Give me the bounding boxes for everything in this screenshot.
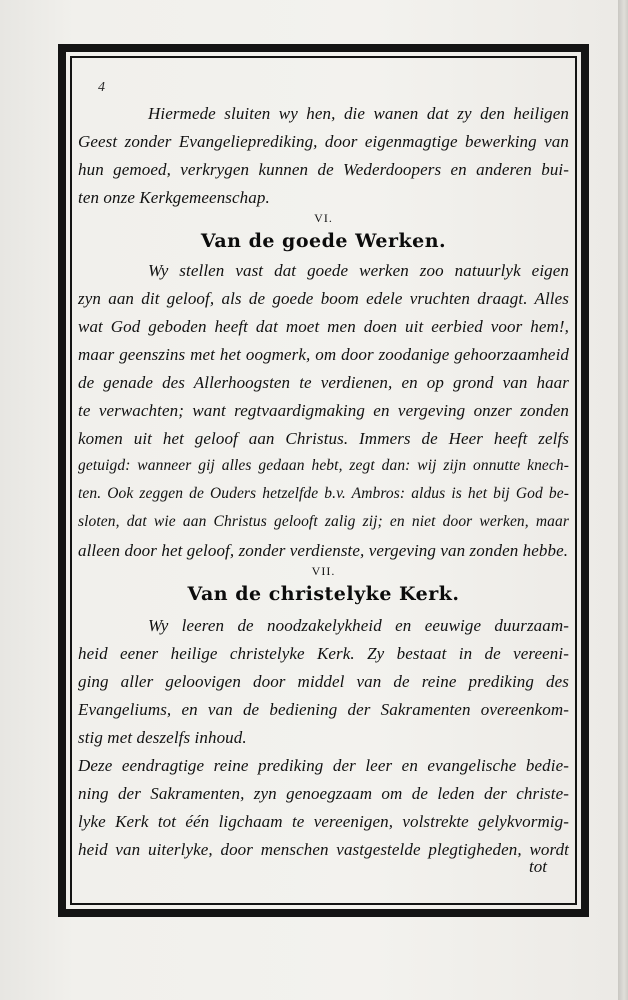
body-line: zyn aan dit geloof, als de goede boom edele vruchten draagt. Alles xyxy=(78,289,569,308)
body-line: heid van uiterlyke, door menschen vastgestelde plegtigheden, wordt xyxy=(78,840,569,859)
body-line: wat God geboden heeft dat moet men doen uit eerbied voor hem!, xyxy=(78,317,569,336)
intro-line: ten onze Kerkgemeenschap. xyxy=(78,188,270,207)
section-title: Van de goede Werken. xyxy=(200,230,447,252)
section-title: Van de christelyke Kerk. xyxy=(187,583,460,605)
body-line: ging aller geloovigen door middel van de reine prediking des xyxy=(78,672,569,691)
body-line: de genade des Allerhoogsten te verdienen, en op grond van haar xyxy=(78,373,569,392)
page-number: 4 xyxy=(98,80,105,95)
section-number: VII. xyxy=(311,564,336,578)
body-line: lyke Kerk tot één ligchaam te vereenigen, volstrekte gelykvormig- xyxy=(78,812,569,831)
body-line: Wy leeren de noodzakelykheid en eeuwige duurzaam- xyxy=(148,616,569,635)
body-line: stig met deszelfs inhoud. xyxy=(78,728,247,747)
body-line: sloten, dat wie aan Christus gelooft zalig zij; en niet door werken, maar xyxy=(78,513,569,530)
body-line: ning der Sakramenten, zyn genoegzaam om de leden der christe- xyxy=(78,784,569,803)
body-line: heid eener heilige christelyke Kerk. Zy bestaat in de vereeni- xyxy=(78,644,569,663)
body-line: komen uit het geloof aan Christus. Immers de Heer heeft zelfs xyxy=(78,429,569,448)
body-line: ten. Ook zeggen de Ouders hetzelfde b.v. Ambros: aldus is het bij God be- xyxy=(78,485,569,502)
body-line: Evangeliums, en van de bediening der Sakramenten overeenkom- xyxy=(78,700,569,719)
body-line: Wy stellen vast dat goede werken zoo natuurlyk eigen xyxy=(148,261,569,280)
intro-line: Geest zonder Evangelieprediking, door eigenmagtige bewerking van xyxy=(78,132,569,151)
intro-line: Hiermede sluiten wy hen, die wanen dat zy den heiligen xyxy=(148,104,569,123)
intro-line: hun gemoed, verkrygen kunnen de Wederdoopers en anderen bui- xyxy=(78,160,569,179)
body-line: te verwachten; want regtvaardigmaking en vergeving onzer zonden xyxy=(78,401,569,420)
page-edge xyxy=(618,0,628,1000)
body-line: getuigd: wanneer gij alles gedaan hebt, zegt dan: wij zijn onnutte knech- xyxy=(78,457,569,474)
catchword: tot xyxy=(529,857,547,876)
body-line: Deze eendragtige reine prediking der leer en evangelische bedie- xyxy=(78,756,569,775)
body-line: maar geenszins met het oogmerk, om door zoodanige gehoorzaamheid xyxy=(78,345,569,364)
section-number: VI. xyxy=(314,211,333,225)
text-block xyxy=(78,64,569,897)
body-line: alleen door het geloof, zonder verdienste, vergeving van zonden hebbe. xyxy=(78,541,569,560)
